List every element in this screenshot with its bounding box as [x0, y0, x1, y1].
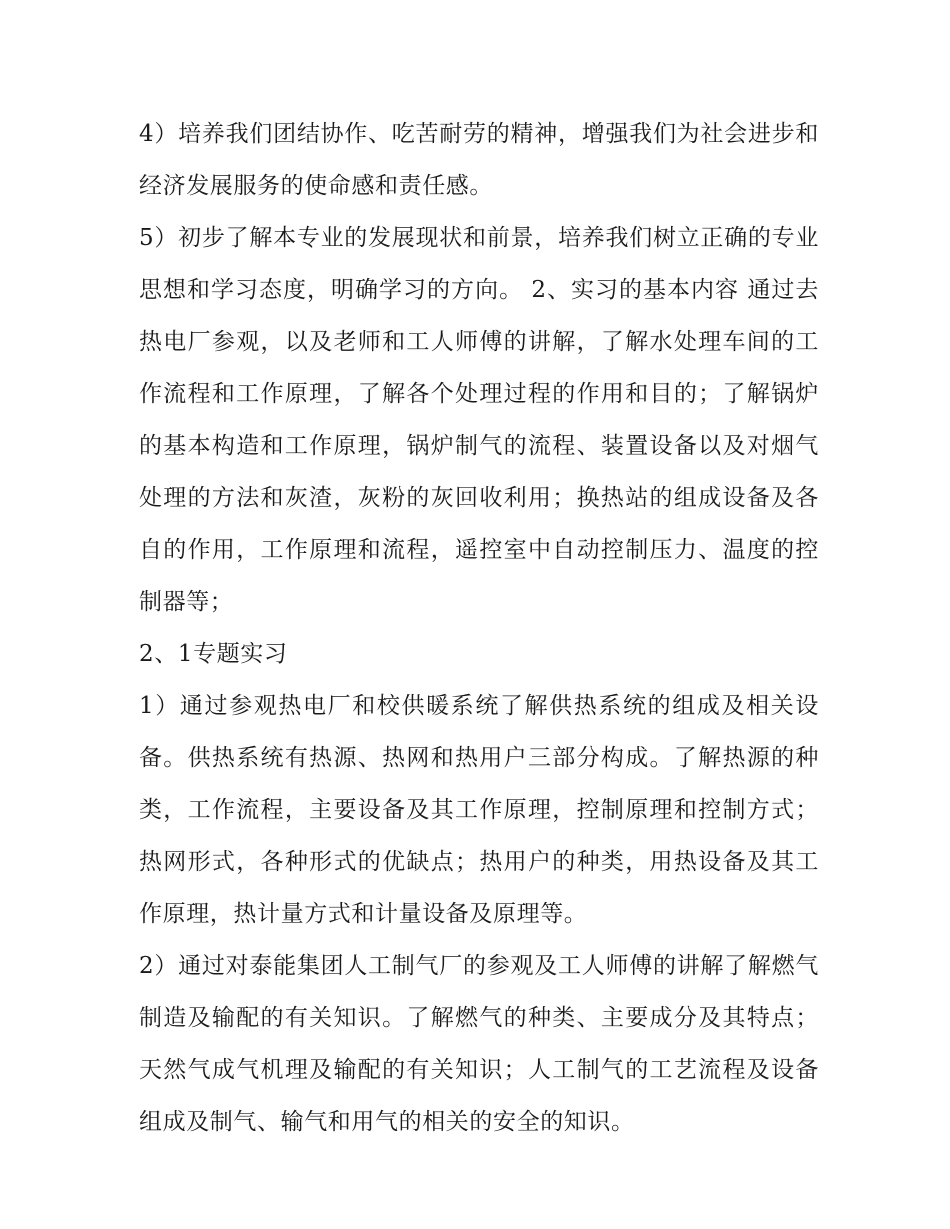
paragraph-gas-plant: 2）通过对泰能集团人工制气厂的参观及工人师傅的讲解了解燃气制造及输配的有关知识。了解燃气的种类、主要成分及其特点；天然气成气机理及输配的有关知识；人工制气的工艺流程及设备组成及制气、输气和用气的相关的安全的知识。 — [139, 953, 819, 1135]
section-heading-special-practice: 2、1专题实习 — [139, 641, 288, 667]
paragraph-objective-5-and-content: 5）初步了解本专业的发展现状和前景，培养我们树立正确的专业思想和学习态度，明确学习的方向。 2、实习的基本内容 通过去热电厂参观，以及老师和工人师傅的讲解，了解水处理车间的工作流程和工作原理，了解各个处理过程的作用和目的；了解锅炉的基本构造和工作原理，锅炉制气的流程、装置设备以及对烟气处理的方法和灰渣，灰粉的灰回收利用；换热站的组成设备及各自的作用，工作原理和流程，遥控室中自动控制压力、温度的控制器等； — [139, 225, 819, 615]
paragraph-objective-4: 4）培养我们团结协作、吃苦耐劳的精神，增强我们为社会进步和经济发展服务的使命感和责任感。 — [139, 121, 819, 199]
document-body — [139, 108, 819, 1148]
paragraph-heating-system: 1）通过参观热电厂和校供暖系统了解供热系统的组成及相关设备。供热系统有热源、热网和热用户三部分构成。了解热源的种类，工作流程，主要设备及其工作原理，控制原理和控制方式；热网形式，各种形式的优缺点；热用户的种类，用热设备及其工作原理，热计量方式和计量设备及原理等。 — [139, 693, 819, 927]
